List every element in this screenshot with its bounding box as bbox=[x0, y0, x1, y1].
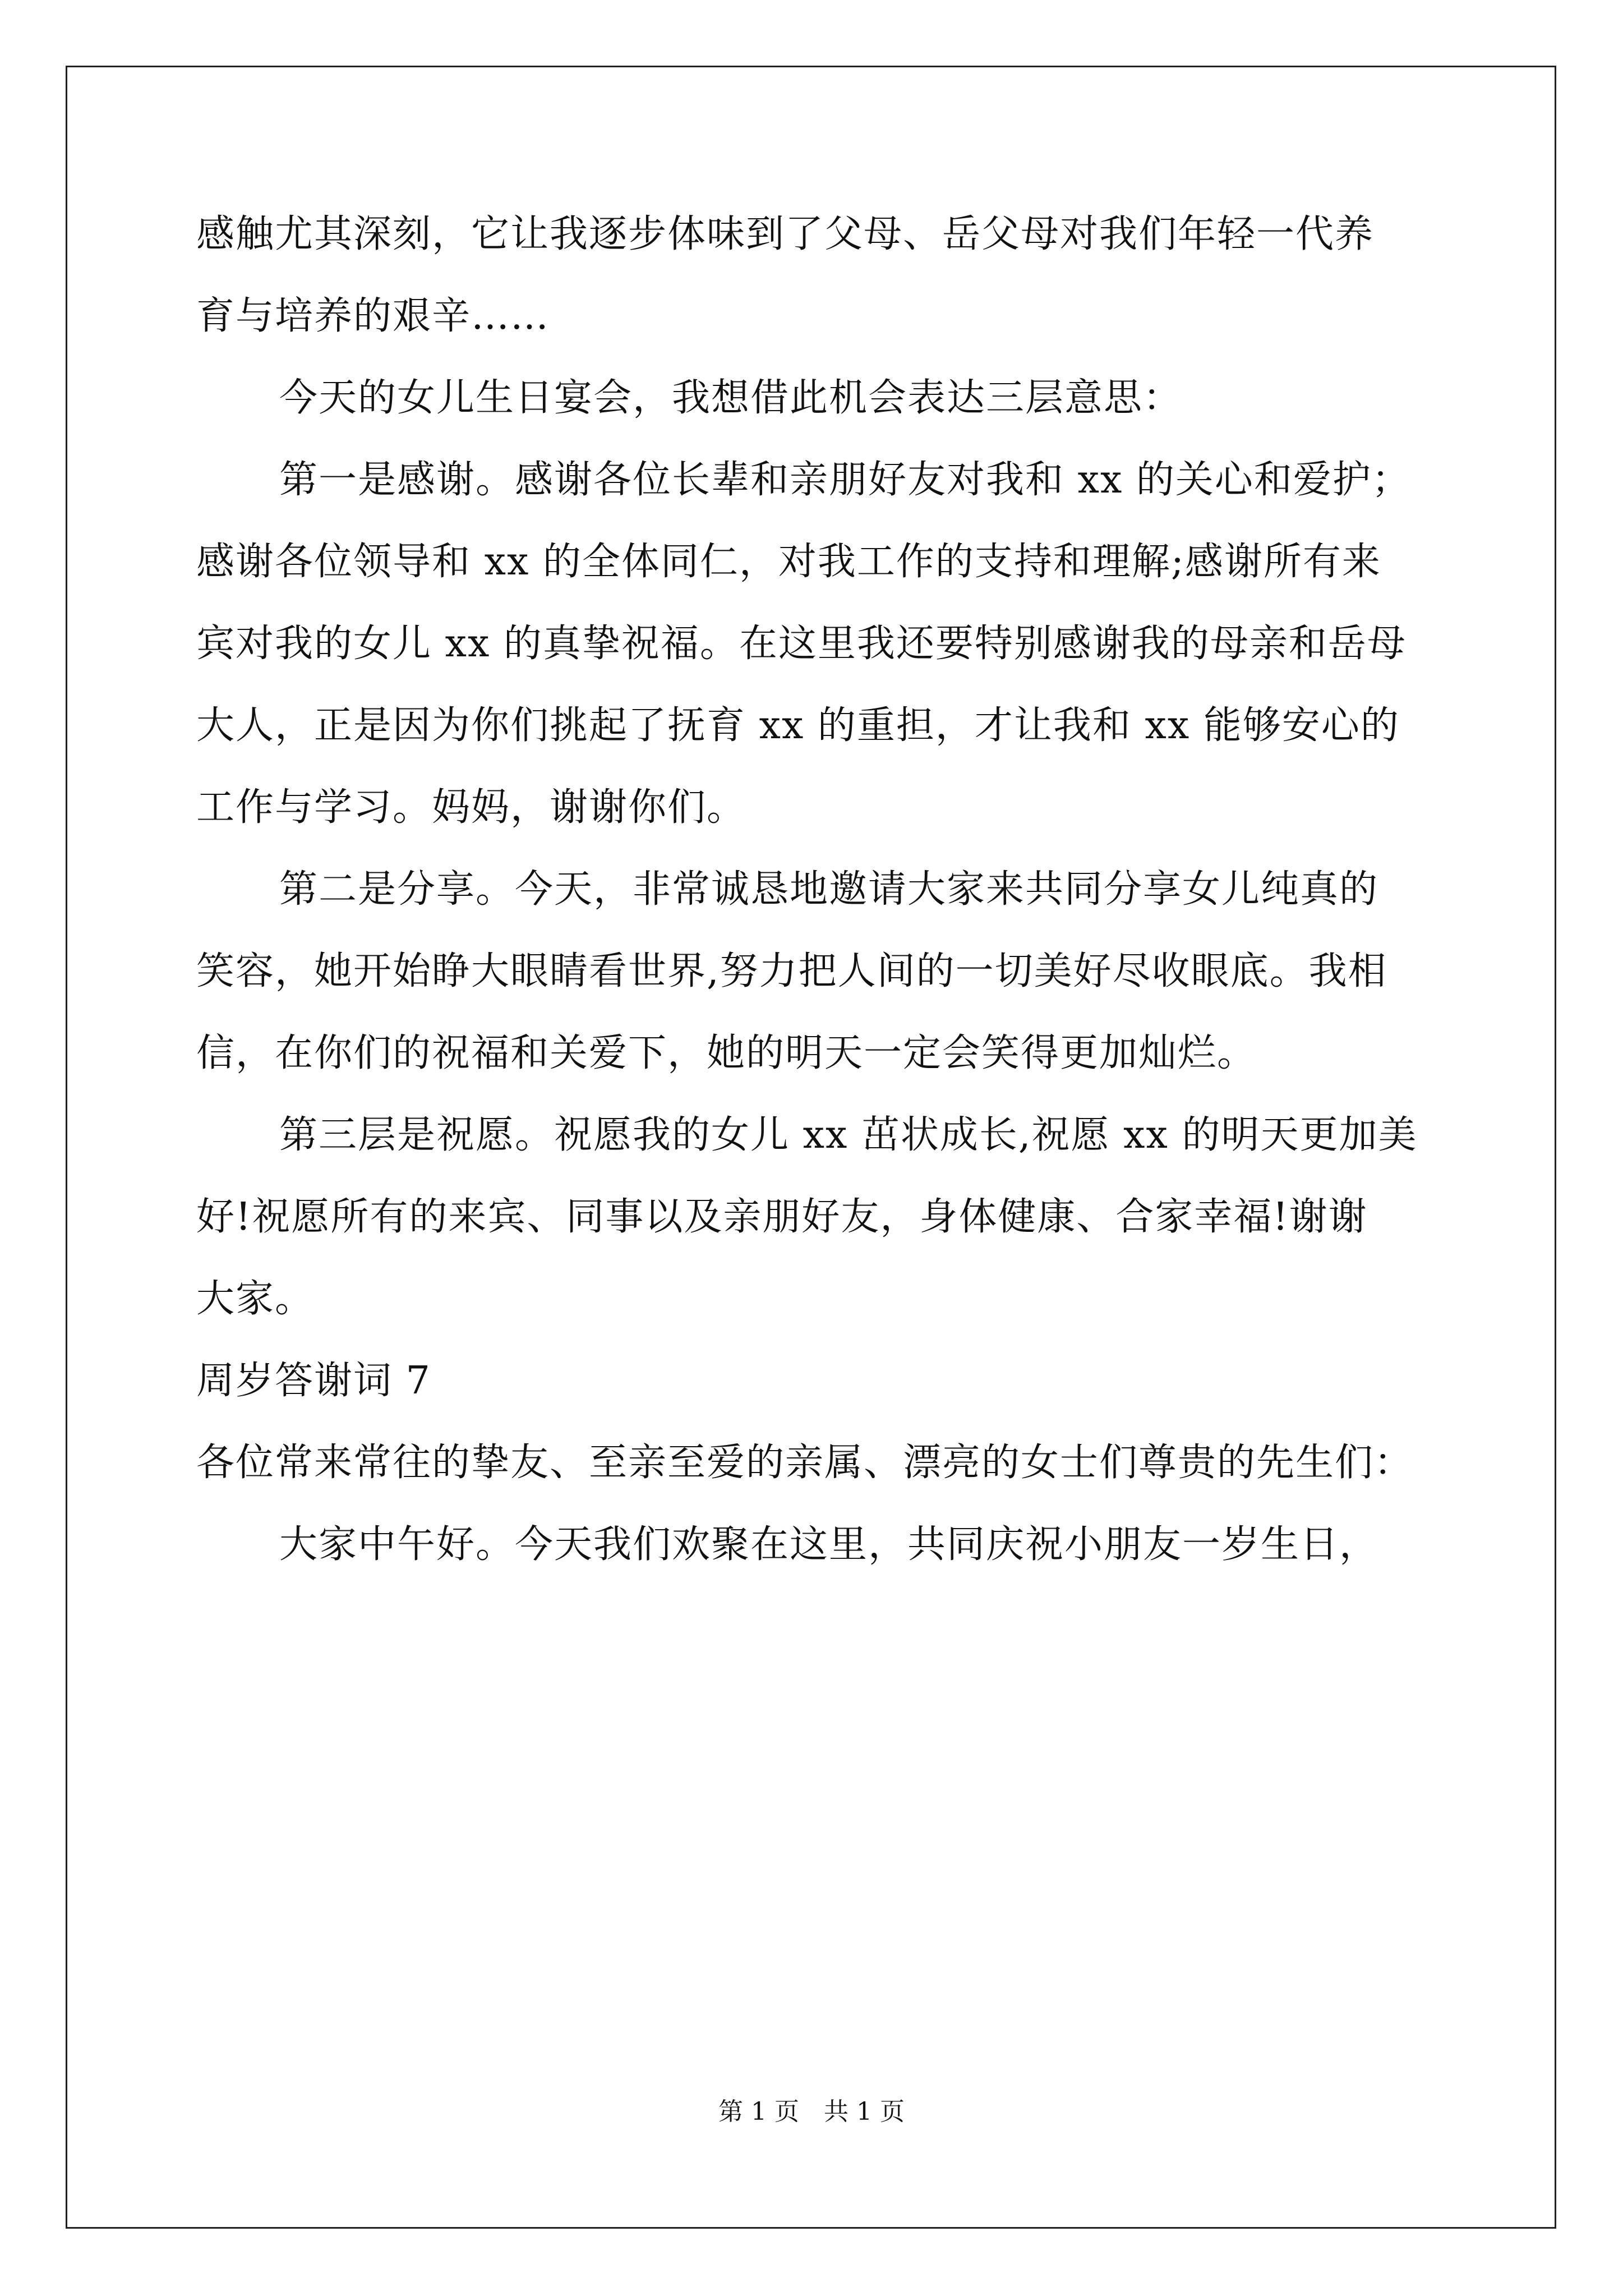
text-line: 感谢各位领导和 xx 的全体同仁，对我工作的支持和理解;感谢所有来 bbox=[196, 540, 1381, 584]
text-line: 信，在你们的祝福和关爱下，她的明天一定会笑得更加灿烂。 bbox=[196, 1031, 1257, 1075]
paragraph-start: 第一是感谢。感谢各位长辈和亲朋好友对我和 xx 的关心和爱护； bbox=[279, 458, 1411, 502]
page-footer: 第 1 页 共 1 页 bbox=[718, 2097, 905, 2126]
salutation: 各位常来常往的挚友、至亲至爱的亲属、漂亮的女士们尊贵的先生们： bbox=[196, 1441, 1414, 1485]
text-line: 笑容，她开始睁大眼睛看世界,努力把人间的一切美好尽收眼底。我相 bbox=[196, 949, 1387, 993]
text-line: 大人，正是因为你们挑起了抚育 xx 的重担，才让我和 xx 能够安心的 bbox=[196, 703, 1400, 748]
paragraph-start: 第二是分享。今天，非常诚恳地邀请大家来共同分享女儿纯真的 bbox=[279, 867, 1379, 912]
text-line: 育与培养的艰辛…… bbox=[196, 294, 550, 338]
paragraph-start: 大家中午好。今天我们欢聚在这里，共同庆祝小朋友一岁生日， bbox=[279, 1522, 1379, 1567]
paragraph-start: 第三层是祝愿。祝愿我的女儿 xx 茁状成长,祝愿 xx 的明天更加美 bbox=[279, 1113, 1418, 1157]
paragraph-start: 今天的女儿生日宴会，我想借此机会表达三层意思： bbox=[279, 376, 1183, 420]
text-line: 宾对我的女儿 xx 的真挚祝福。在这里我还要特别感谢我的母亲和岳母 bbox=[196, 622, 1407, 666]
text-line: 工作与学习。妈妈，谢谢你们。 bbox=[196, 785, 746, 830]
text-line: 好!祝愿所有的来宾、同事以及亲朋好友，身体健康、合家幸福!谢谢 bbox=[196, 1195, 1368, 1239]
text-line: 大家。 bbox=[196, 1277, 315, 1321]
section-title: 周岁答谢词 7 bbox=[196, 1359, 431, 1403]
text-line: 感触尤其深刻，它让我逐步体味到了父母、岳父母对我们年轻一代养 bbox=[196, 212, 1375, 256]
